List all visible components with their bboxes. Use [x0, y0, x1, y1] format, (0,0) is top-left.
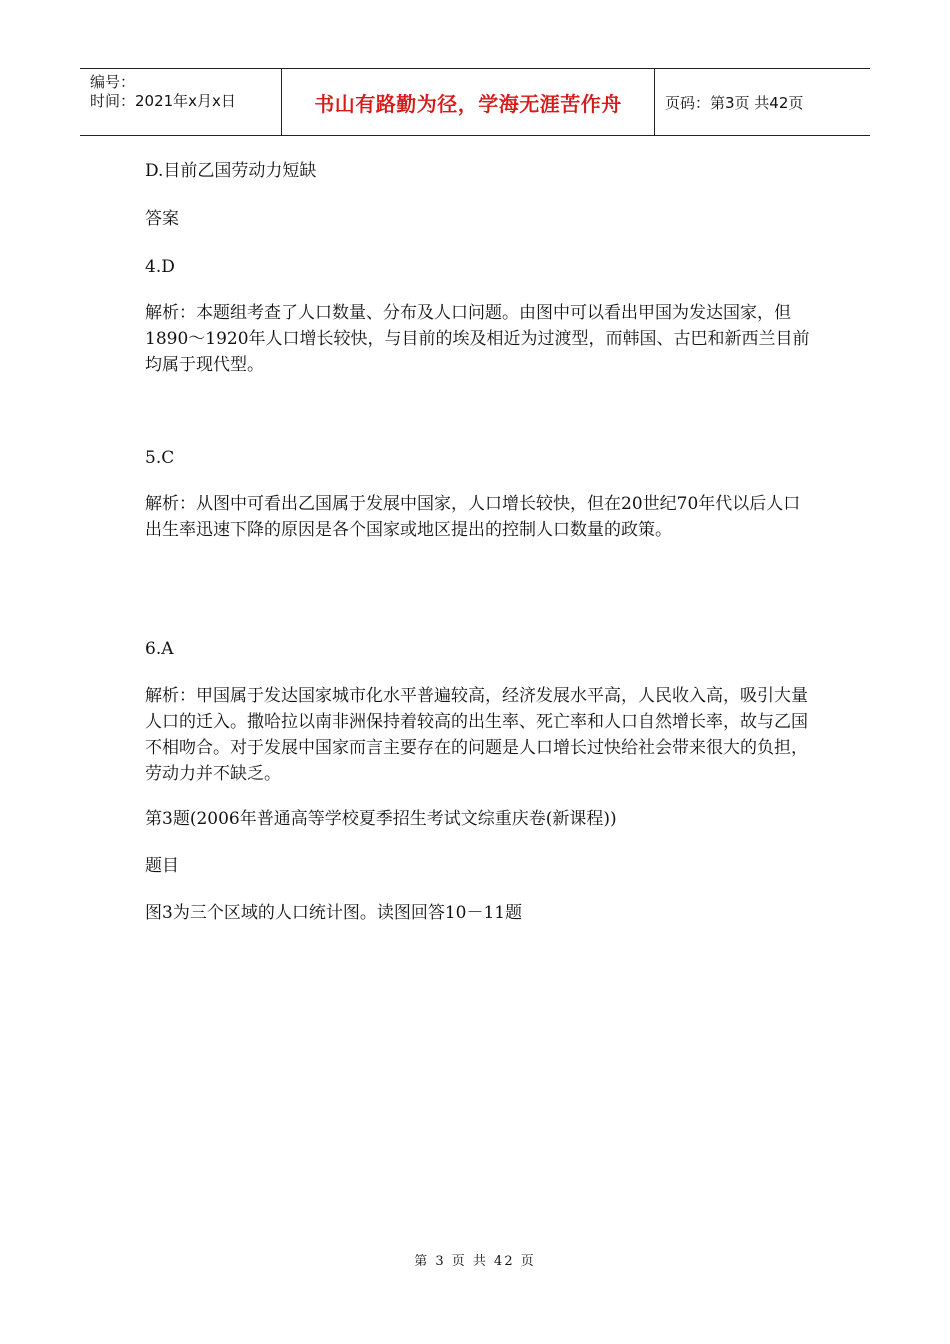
explanation-6: 解析：甲国属于发达国家城市化水平普遍较高，经济发展水平高，人民收入高，吸引大量人口的迁入。撒哈拉以南非洲保持着较高的出生率、死亡率和人口自然增长率，故与乙国不相吻合。对于发展中国家而言主要存在的问题是人口增长过快给社会带来很大的负担，劳动力并不缺乏。	[145, 686, 808, 784]
header-meta-cell	[80, 69, 282, 135]
explanation-4: 解析：本题组考查了人口数量、分布及人口问题。由图中可以看出甲国为发达国家，但1890～1920年人口增长较快，与目前的埃及相近为过渡型，而韩国、古巴和新西兰目前均属于现代型。	[145, 303, 810, 375]
header-page-code: 页码：第3页 共42页	[665, 93, 804, 112]
date-line: 时间：2021年x月x日	[90, 92, 236, 110]
option-d-text: D.目前乙国劳动力短缺	[145, 161, 317, 181]
question-label: 题目	[145, 856, 179, 876]
explanation-5: 解析：从图中可看出乙国属于发展中国家，人口增长较快，但在20世纪70年代以后人口出生率迅速下降的原因是各个国家或地区提出的控制人口数量的政策。	[145, 494, 801, 540]
page-header	[80, 68, 870, 136]
answer-6: 6.A	[145, 639, 174, 659]
answer-5: 5.C	[145, 448, 175, 468]
page-footer: 第 3 页 共 42 页	[414, 1254, 536, 1269]
answer-4: 4.D	[145, 257, 175, 277]
answer-heading: 答案	[145, 209, 179, 229]
header-motto: 书山有路勤为径，学海无涯苦作舟	[282, 69, 655, 135]
question-3-heading: 第3题(2006年普通高等学校夏季招生考试文综重庆卷(新课程))	[145, 809, 617, 829]
question-prompt: 图3为三个区域的人口统计图。读图回答10－11题	[145, 903, 523, 923]
serial-label: 编号：	[90, 73, 136, 91]
